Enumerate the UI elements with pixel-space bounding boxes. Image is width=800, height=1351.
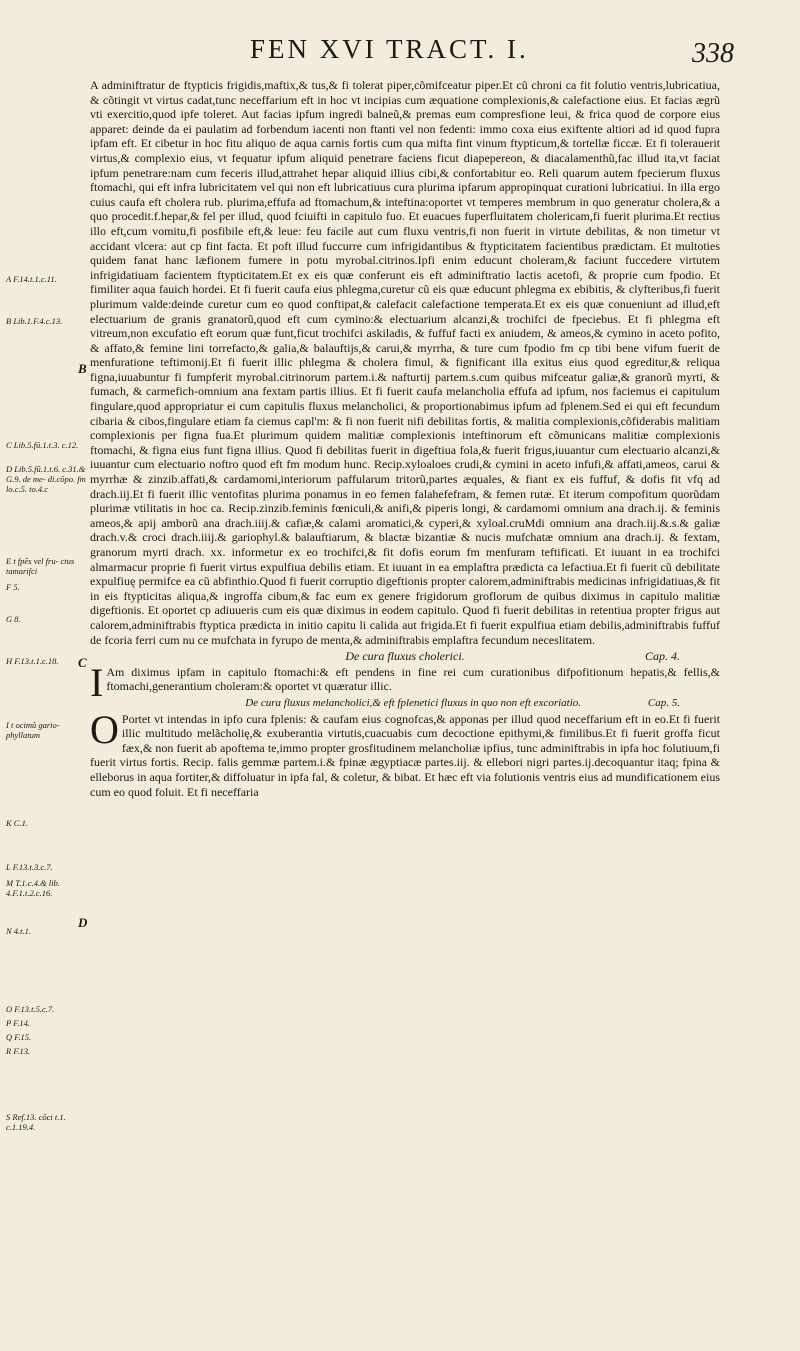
margin-note: C Lib.5.fũ.1.t.3. c.12. — [6, 440, 79, 450]
margin-note: L F.13.t.3.c.7. — [6, 862, 53, 872]
folio-number: 338 — [692, 38, 734, 69]
paragraph-text: Portet vt intendas in ipfo cura fplenis: & caufam eius cognofcas,& apponas per illud quod neceffarium eft in eo.Et fi fuerit illic multitudo melãcholię,& exuberantia virtutis,cuacuabis cum decoctione epithymi,& fimilibus.Et fi fuerit groffa ficut fæx,& non fuerit ab apoftema te,immo propter grosfitudinem melancholiæ ipfius, tunc adminiftrabis in ipfa hoc folutiuum,fi fuerit virtus fortis. Recip. falis gemmæ partem.i.& fpinæ ægyptiacæ partes.iij. & ellebori nigri partes.ij.decoquantur itaq; fpina & elleborus in aqua fortiter,& diffoluatur in ipfa fal, & coletur, & bibat. Et hæc eft via folutionis ventris eius ad mundificationem eius cum eo quod foluit. Et fi neceffaria — [90, 711, 720, 799]
margin-note: I t ocimũ gario- phyllatum — [6, 720, 60, 740]
margin-note: K C.1. — [6, 818, 28, 828]
margin-note: A F.14.t.1.c.11. — [6, 274, 57, 284]
body-paragraph — [90, 706, 720, 800]
margin-note: R F.13. — [6, 1046, 31, 1056]
margin-note: G 8. — [6, 614, 21, 624]
margin-note: N 4.t.1. — [6, 926, 32, 936]
margin-note: E t fpẽs vel fru- ctus tamarifci — [6, 556, 75, 576]
margin-note: P F.14. — [6, 1018, 31, 1028]
chapter-heading — [90, 696, 720, 711]
chapter-title: De cura fluxus cholerici. — [345, 649, 465, 664]
margin-letter: D — [78, 915, 88, 930]
drop-cap: O — [90, 706, 119, 752]
chapter-number: Cap. 5. — [647, 696, 680, 709]
margin-note: M T.1.c.4.& lib. 4.F.1.t.2.c.16. — [6, 878, 60, 898]
margin-note: S Ref.13. cõci t.1. c.1.19.4. — [6, 1112, 66, 1132]
drop-cap: I — [90, 659, 104, 705]
margin-letter: B — [78, 361, 87, 376]
chapter-number: Cap. 4. — [644, 649, 680, 664]
margin-note: B Lib.1.F.4.c.13. — [6, 316, 63, 326]
chapter-title: De cura fluxus melancholici,& eft fplenetici fluxus in quo non eft excoriatio. — [245, 696, 582, 709]
margin-note: H F.13.t.1.c.18. — [6, 656, 59, 666]
text-column — [90, 78, 720, 799]
chapter-heading — [90, 649, 720, 664]
paragraph-text: Am diximus ipfam in capitulo ftomachi:& eft pendens in fine rei cum curationibus difpofitionum hepatis,& fellis,& ftomachi,generantium choleram:& oportet vt quæratur illic. — [106, 664, 720, 694]
margin-note: D Lib.5.fũ.1.t.6. c.31.& G.9. de me- di.cõpo. fm lo.c.5. to.4.c — [6, 464, 86, 494]
body-paragraph: A adminiftratur de ftypticis frigidis,maftix,& tus,& fi tolerat piper,cõmifceatur piper.Et cũ chroni ca fit folutio ventris,lubricatiua, & cõtingit vt virtus cadat,tunc neceffarium eft in hoc vt incipias cum æquatione complexionis,& calefactione eius. Et facias ægrũ vti exercitio,quod ipfe toleret. Aut facias ipfum ingredi balneũ,& premas eum compresfione leui, & frica quod de corpore eius apparet: deinde da ei paulatim ad forbendum iacenti non ftanti vel non fedenti: immo coxa eius exiftente altiori ad id quod fupra ipfam eft. Et cibetur in hoc fitu aliquo de aqua carnis fortis cum qua mifta fint vinum ftypticum,& tortellæ ficcæ. Et fi tolerauerit virtus,& complexio eius, vt fequatur ipfum aliquid penetrare faciens ficut diapepereon, & diacalamenthũ,fac illud ita,vt faciat ipfum penetrare:nam cum feceris illud,attrahet hepar aliquid illius cibi,& confortabitur eo. Reli quarum autem fpecierum fluxus ftomachi, qui eft infra lubricitatem vel qui non eft lubricatiuus cura plurima ipfarum appropinquat curationi lubricatiui. In illa ergo cuius caufa eft cholera rub. plurima,effufa ad ftomachum,& inteftina:oportet vt temperes membrum in quo generatur cholera,& a quo procedit.f.hepar,& fel per illud, quod fciuifti in capitulo fuo. Et euacues fuperfluitatem cholericam,fi fuerit plurima.Et rectius illo eft,cum vomitu,fi posfibile eft,& leue: feu facile aut cum fluxu ventris,fi non fuerit in virtute debilitas, & non timetur vt accidant vlcera: aut cp fint facta. Et poft illud fuccurre cum infrigidantibus & ftypticitatem facientibus prædictam. Et multoties quidem fanat hanc læfionem fumere in potu myrobal.citrinos.Ipfi enim educunt choleram,& faciunt fuccedere virtutem infrigidatiuam facientem ftypticitatem.Et ex eis quæ conferunt eis eft adminiftratio lactis acetofi, & proprie cum fpodio. Et fimiliter aqua fauich hordei. Et fi fuerit caufa eius phlegma,curetur cũ eis quæ educunt phlegma ex ebibitis, & clyfteribus,fi fuerit plurimum valde:deinde curetur cum eo quod conftipat,& calefacit calefactione temperata.Et ex eis quæ conueniunt ad illud,eft electuarium de granis granatorũ,quod eft cum cymino:& electuarium alcanzi,& trochifci de fpeciebus. Et fi phlegma eft vitreum,non excufatio eft eorum quæ funt,ficut trochifci askiladis, & fuffuf facti ex aniudem, & ameos,& cymino in aceto pofito, & affato,& femine lini torrefacto,& galia,& balauftijs,& carui,& myrrha, & ture cum fpodio fm cp tibi bene vifum fuerit de menfuratione teftimonij.Et fi fuerit illic phlegma & cholera fimul, & fignificant illa exitus eius quod egreditur,& reliqua figna,iuuabuntur fi fumpferit myrobal.citrinorum partem.i.& nafturtij partem.s.cum quibus mifceatur galiæ,& granorũ myrti, & fumach, & carmefich-omnium ana fextam partis illius. Et fi fuerit caufa melancholia effufa ad ipfum, nos faciemus ei capitulum fingulare,quod appropriatur ei cum capitulis fluxus melancholici, & proportionabimus ipfum ad fplenem.Sed ei qui eft fecundum cibaria & cibos,fingulare etiam fa ciemus capl'm: & fi non fuerit nifi debilitas fortis, & malitia complexionis,cõfiderabis malitiam complexionis per figna fua.Et plurimum quidem malitiæ complexionis inteftinorum eft cõmunicans malitiæ complexionis ftomachi, & figna eius funt figna illius. Quod fi debilitas fuerit in digeftiua fola,& fuerit frigus,iuuantur cum electuario alcanzi,& iuuantur cum electuario noftro quod eft fm modum hunc. Recip.xyloaloes crudi,& cymini in aceto infufi,& affati,ameos, carui & myrrhæ & zinzib.affati,& cardamomi,interiorum paffularum tritorũ,partes æquales, & fiant ex eis fuffuf, & dofis fit vfq ad drach.iij.Et fi fuerit illic ventofitas plurima ponamus in eo femen falahefefram, & femen rutæ. Et iterum compofitum quorũdam plurimæ vtilitatis in hoc ca. Recip.zinzib.feminis fœniculi,& anifi,& piperis longi, & cardamomi omnium ana drach.ij. & feminis ameos,& apij amborũ ana drach.iiij.& cafiæ,& calami aromatici,& cyperi,& xyloal.cruMdi omnium ana drach.iij.&.s.& galiæ drach.v.& croci drach.iiij.& gariophyl.& balauftiarum, & blactæ bizantiæ & nucis mufchatæ omnium ana drach.ij. & fextam, granorum myrti drach. xx. informetur ex eo trochifci,& fit dofis eorum fm menfuram teftificati. Et iuuant in ea trochifci almarmacur proprie fi fuerit virtus expulfiua debilis etiam. Et iuuant in ea emplaftra prædicta ca lefactiua.Et fi fuerit cũ debilitate expulfiuę permifce ea cũ abfinthio.Quod fi fuerit corruptio digeftionis propter calorem,adminiftrabis medicinas infrigidatiuas,& fit in eis ftypticitas aliqua,& ingroffa cibum,& fac eum ex genere frigidorum groflorum de quibus diximus in capitulo malitiæ digeftionis. Et oportet cp adiuueris cum eis quæ diximus in eodem capitulo. Quod fi fuerit debilitas in retentiua propter frigus aut calorem,adminiftrabis ftyptica prædicta in initio capitu li calida aut frigida.Et fi fuerit expulfiua etiam debilis,adminiftrabis fuffuf de fcoria ferri cum nu ce mufchata in fyrupo de menta,& adminiftrabis emplaftra fecundum neceslitatem. — [90, 78, 720, 647]
margin-note: Q F.15. — [6, 1032, 32, 1042]
margin-note: F 5. — [6, 582, 20, 592]
running-title: FEN XVI TRACT. I. — [250, 34, 529, 64]
margin-letter: C — [78, 655, 87, 670]
margin-note: O F.13.t.5.c.7. — [6, 1004, 55, 1014]
page-header — [0, 30, 800, 70]
